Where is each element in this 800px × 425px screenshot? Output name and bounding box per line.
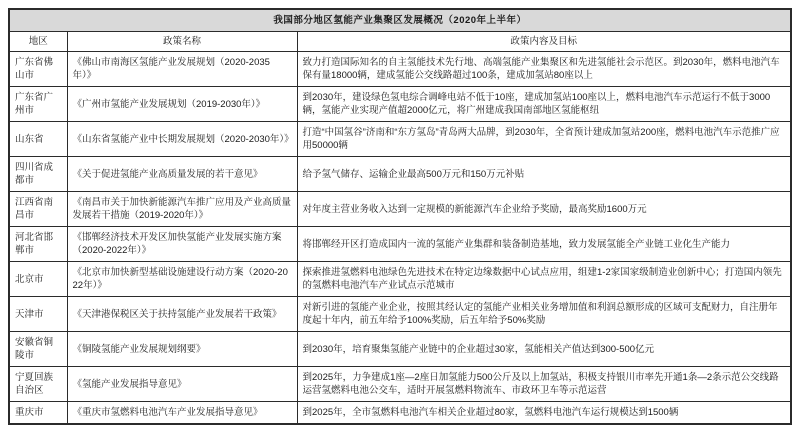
cell-content: 到2025年，力争建成1座—2座日加氢能力500公斤及以上加氢站，积极支持银川市率先开通1条—2条示范公交线路运营氢燃料电池公交车，适时开展氢燃料物流车、市政环卫车等示范运营	[297, 367, 791, 402]
cell-policy: 《重庆市氢燃料电池汽车产业发展指导意见》	[67, 402, 297, 425]
cell-content: 到2025年，全市氢燃料电池汽车相关企业超过80家，氢燃料电池汽车运行规模达到1500辆	[297, 402, 791, 425]
table-row	[9, 402, 791, 425]
cell-policy: 《北京市加快新型基础设施建设行动方案（2020-2022年）》	[67, 262, 297, 297]
table-row	[9, 367, 791, 402]
hydrogen-policy-table	[8, 8, 792, 425]
table-row	[9, 262, 791, 297]
cell-content: 到2030年，建设绿色氢电综合调峰电站不低于10座，建成加氢站100座以上，燃料电池汽车示范运行不低于3000辆，氢能产业实现产值超2000亿元，将广州建成我国南部地区氢能枢纽	[297, 87, 791, 122]
cell-content: 对年度主营业务收入达到一定规模的新能源汽车企业给予奖励，最高奖励1600万元	[297, 192, 791, 227]
cell-region: 广东省佛山市	[9, 52, 67, 87]
table-header-row	[9, 32, 791, 52]
table-row	[9, 52, 791, 87]
cell-region: 山东省	[9, 122, 67, 157]
table-title: 我国部分地区氢能产业集聚区发展概况（2020年上半年）	[9, 9, 791, 32]
cell-content: 对新引进的氢能产业企业，按照其经认定的氢能产业相关业务增加值和利润总额形成的区域可支配财力，自注册年度起十年内，前五年给予100%奖励，后五年给予50%奖励	[297, 297, 791, 332]
cell-content: 探索推进氢燃料电池绿色先进技术在特定边缘数据中心试点应用，组建1-2家国家级制造业创新中心；打造国内领先的氢燃料电池汽车产业试点示范城市	[297, 262, 791, 297]
cell-region: 广东省广州市	[9, 87, 67, 122]
table-row	[9, 297, 791, 332]
cell-region: 重庆市	[9, 402, 67, 425]
cell-region: 四川省成都市	[9, 157, 67, 192]
cell-region: 河北省邯郸市	[9, 227, 67, 262]
table-row	[9, 192, 791, 227]
column-header-region: 地区	[9, 32, 67, 52]
cell-region: 江西省南昌市	[9, 192, 67, 227]
cell-policy: 《天津港保税区关于扶持氢能产业发展若干政策》	[67, 297, 297, 332]
cell-policy: 《关于促进氢能产业高质量发展的若干意见》	[67, 157, 297, 192]
cell-policy: 《山东省氢能产业中长期发展规划（2020-2030年）》	[67, 122, 297, 157]
cell-policy: 《佛山市南海区氢能产业发展规划（2020-2035 年）》	[67, 52, 297, 87]
table-body	[9, 52, 791, 425]
cell-policy: 《邯郸经济技术开发区加快氢能产业发展实施方案（2020-2022年）》	[67, 227, 297, 262]
column-header-content: 政策内容及目标	[297, 32, 791, 52]
cell-content: 致力打造国际知名的自主氢能技术先行地、高端氢能产业集聚区和先进氢能社会示范区。到2030年，燃料电池汽车保有量18000辆，建成氢能公交线路超过100条，建成加氢站80座以上	[297, 52, 791, 87]
cell-region: 宁夏回族自治区	[9, 367, 67, 402]
table-row	[9, 157, 791, 192]
table-head	[9, 9, 791, 52]
cell-region: 北京市	[9, 262, 67, 297]
table-row	[9, 122, 791, 157]
cell-policy: 《广州市氢能产业发展规划（2019-2030年）》	[67, 87, 297, 122]
cell-policy: 《氢能产业发展指导意见》	[67, 367, 297, 402]
cell-content: 打造“中国氢谷”济南和“东方氢岛”青岛两大品牌，到2030年，全省预计建成加氢站200座，燃料电池汽车示范推广应用50000辆	[297, 122, 791, 157]
table-title-row	[9, 9, 791, 32]
cell-policy: 《南昌市关于加快新能源汽车推广应用及产业高质量发展若干措施（2019-2020年）》	[67, 192, 297, 227]
cell-region: 天津市	[9, 297, 67, 332]
column-header-policy: 政策名称	[67, 32, 297, 52]
cell-policy: 《铜陵氢能产业发展规划纲要》	[67, 332, 297, 367]
cell-content: 将邯郸经开区打造成国内一流的氢能产业集群和装备制造基地，致力发展氢能全产业链工业化生产能力	[297, 227, 791, 262]
cell-content: 到2030年，培育聚集氢能产业链中的企业超过30家，氢能相关产值达到300-500亿元	[297, 332, 791, 367]
cell-content: 给予氢气储存、运输企业最高500万元和150万元补贴	[297, 157, 791, 192]
table-row	[9, 332, 791, 367]
table-row	[9, 227, 791, 262]
table-row	[9, 87, 791, 122]
cell-region: 安徽省铜陵市	[9, 332, 67, 367]
